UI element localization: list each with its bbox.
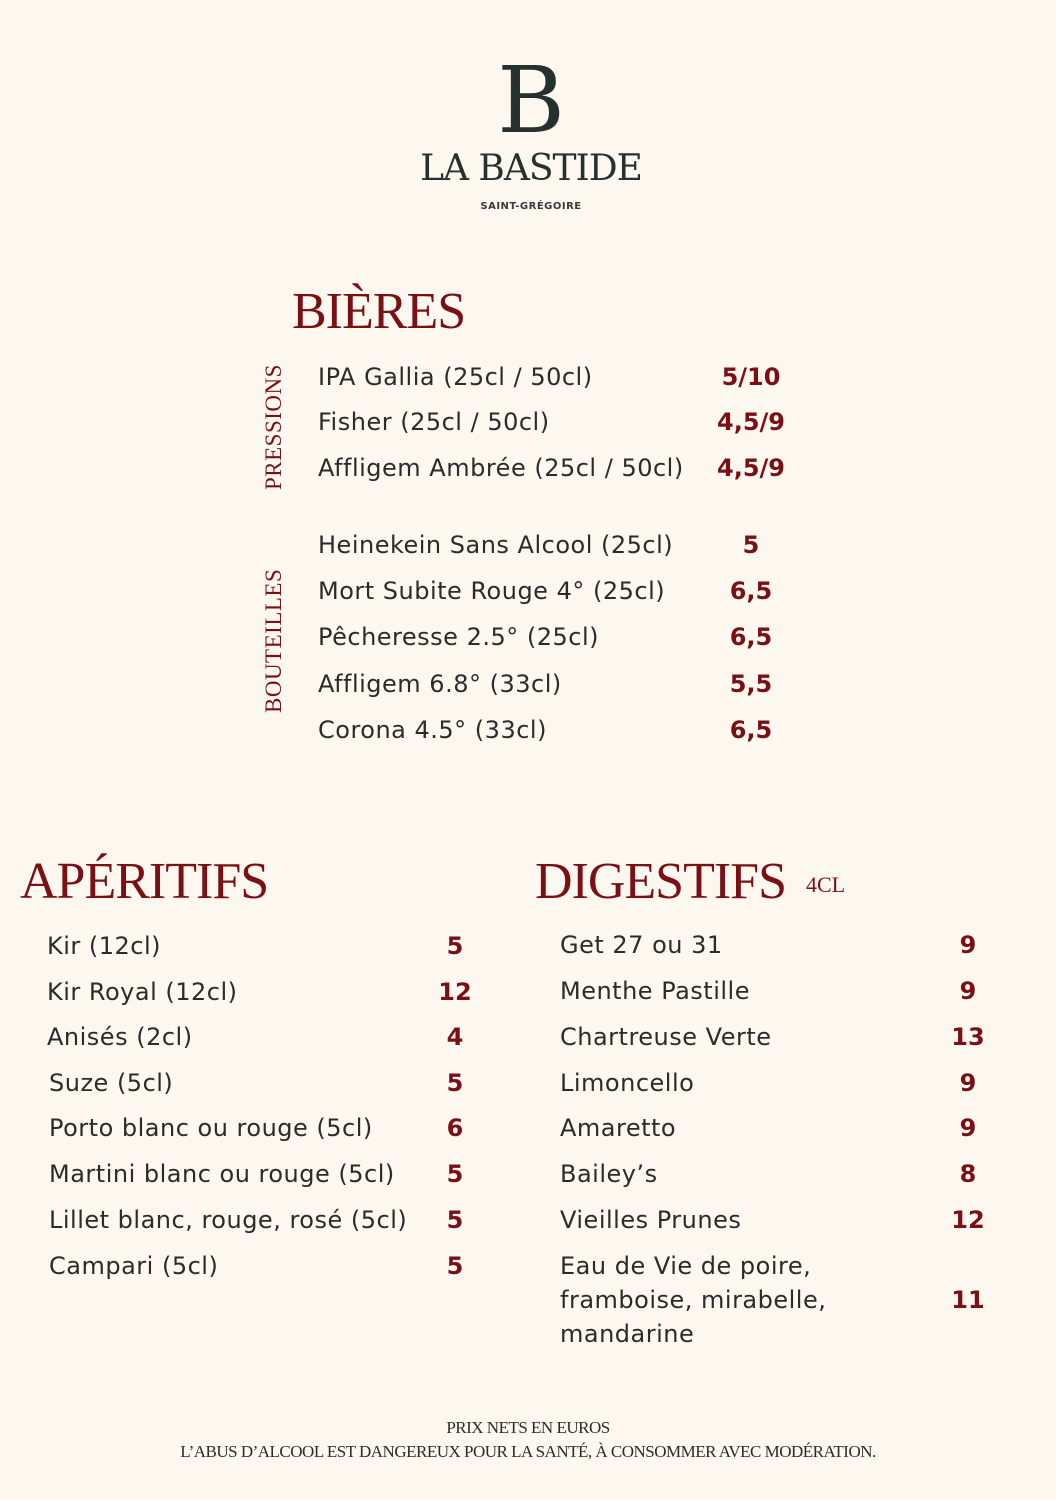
aperitif-item-price: 5 (446, 1252, 464, 1280)
aperitif-item-name: Martini blanc ou rouge (5cl) (49, 1160, 395, 1188)
aperitifs-title: APÉRITIFS (20, 853, 269, 910)
digestif-item-price: 9 (959, 1069, 977, 1097)
digestif-item-name: Get 27 ou 31 (560, 931, 723, 959)
pression-item-price: 4,5/9 (717, 454, 785, 482)
pression-item-name: Fisher (25cl / 50cl) (318, 408, 550, 436)
bouteille-item-price: 6,5 (729, 716, 773, 744)
logo-location: SAINT-GRÉGOIRE (480, 201, 582, 212)
digestif-item-name-line: mandarine (560, 1320, 695, 1348)
footer-alcohol-warning: L’ABUS D’ALCOOL EST DANGEREUX POUR LA SANTÉ, À CONSOMMER AVEC MODÉRATION. (180, 1442, 876, 1461)
bouteille-item-name: Corona 4.5° (33cl) (318, 716, 547, 744)
digestif-item-name-line: framboise, mirabelle, (560, 1286, 827, 1314)
aperitif-item-price: 5 (446, 1206, 464, 1234)
bouteille-item-price: 6,5 (729, 623, 773, 651)
logo-name: LA BASTIDE (420, 148, 642, 189)
aperitif-item-price: 5 (446, 932, 464, 960)
bouteille-item-name: Pêcheresse 2.5° (25cl) (318, 623, 599, 651)
aperitif-item-price: 6 (446, 1114, 464, 1142)
pressions-label: PRESSIONS (261, 364, 286, 490)
aperitif-item-price: 12 (438, 978, 472, 1006)
bieres-title: BIÈRES (292, 283, 466, 340)
aperitif-item-name: Kir Royal (12cl) (47, 978, 238, 1006)
bouteilles-label: BOUTEILLES (261, 568, 286, 713)
digestif-item-price: 9 (959, 1114, 977, 1142)
digestif-item-name: Bailey’s (560, 1160, 658, 1188)
digestif-item-name: Amaretto (560, 1114, 677, 1142)
digestif-item-name-line: Eau de Vie de poire, (560, 1252, 812, 1280)
aperitif-item-name: Suze (5cl) (49, 1069, 174, 1097)
bouteille-item-price: 5,5 (729, 670, 773, 698)
bouteille-item-price: 5 (742, 531, 760, 559)
bouteille-item-name: Heinekein Sans Alcool (25cl) (318, 531, 674, 559)
aperitif-item-name: Porto blanc ou rouge (5cl) (49, 1114, 373, 1142)
digestif-item-name: Limoncello (560, 1069, 695, 1097)
aperitif-item-name: Anisés (2cl) (47, 1023, 193, 1051)
pression-item-price: 5/10 (721, 363, 781, 391)
aperitif-item-price: 4 (446, 1023, 464, 1051)
digestif-item-price: 9 (959, 977, 977, 1005)
logo-letter: B (497, 47, 565, 154)
aperitif-item-price: 5 (446, 1160, 464, 1188)
aperitif-item-name: Kir (12cl) (47, 932, 162, 960)
pression-item-name: Affligem Ambrée (25cl / 50cl) (318, 454, 684, 482)
digestif-item-price: 8 (959, 1160, 977, 1188)
digestif-item-name: Chartreuse Verte (560, 1023, 772, 1051)
digestif-item-price: 13 (951, 1023, 985, 1051)
bouteille-item-name: Affligem 6.8° (33cl) (318, 670, 562, 698)
digestif-item-price: 9 (959, 931, 977, 959)
bouteille-item-name: Mort Subite Rouge 4° (25cl) (318, 577, 666, 605)
digestif-item-price: 11 (951, 1286, 985, 1314)
digestif-item-price: 12 (951, 1206, 985, 1234)
bouteille-item-price: 6,5 (729, 577, 773, 605)
aperitif-item-name: Lillet blanc, rouge, rosé (5cl) (49, 1206, 408, 1234)
pression-item-price: 4,5/9 (717, 408, 785, 436)
pression-item-name: IPA Gallia (25cl / 50cl) (318, 363, 593, 391)
digestifs-unit: 4CL (806, 872, 846, 897)
digestif-item-name: Menthe Pastille (560, 977, 750, 1005)
footer-prices-note: PRIX NETS EN EUROS (446, 1418, 610, 1437)
aperitif-item-name: Campari (5cl) (49, 1252, 219, 1280)
digestif-item-name: Vieilles Prunes (560, 1206, 742, 1234)
aperitif-item-price: 5 (446, 1069, 464, 1097)
digestifs-title: DIGESTIFS (535, 853, 787, 910)
